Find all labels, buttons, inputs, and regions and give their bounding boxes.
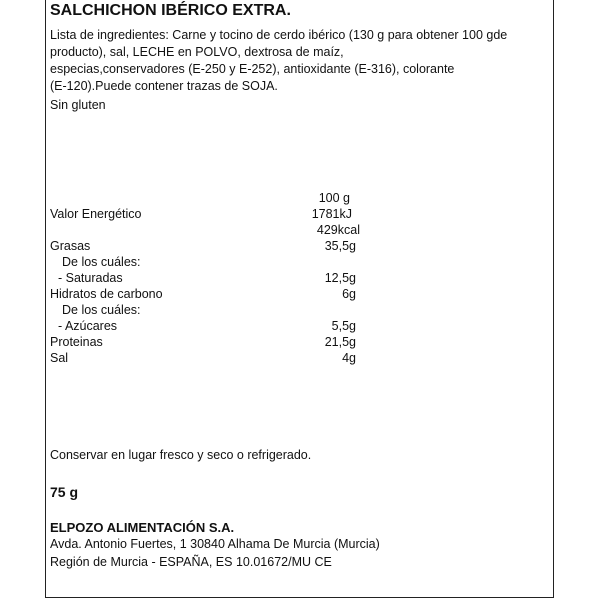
nutrition-row: [50, 270, 370, 286]
nutrition-value: 1781kJ: [311, 207, 352, 221]
storage-instructions: Conservar en lugar fresco y seco o refrigerado.: [50, 448, 312, 462]
company-name: ELPOZO ALIMENTACIÓN S.A.: [50, 520, 235, 535]
nutrition-value: 429kcal: [316, 223, 360, 237]
nutrition-label: Valor Energético: [50, 207, 142, 221]
net-weight: 75 g: [50, 484, 79, 500]
product-title: SALCHICHON IBÉRICO EXTRA.: [50, 2, 291, 19]
ingredients-line-3: especias,conservadores (E-250 y E-252), antioxidante (E-316), colorante: [50, 62, 455, 76]
nutrition-row: [50, 254, 370, 270]
nutrition-row: [50, 286, 370, 302]
ingredients-line-2: producto), sal, LECHE en POLVO, dextrosa de maíz,: [50, 45, 344, 59]
ingredients-line-4: (E-120).Puede contener trazas de SOJA.: [50, 79, 278, 93]
nutrition-row: [50, 222, 370, 238]
nutrition-value: 35,5g: [324, 239, 356, 253]
nutrition-value: 21,5g: [324, 335, 356, 349]
nutrition-value: 6g: [342, 287, 356, 301]
nutrition-value: 4g: [342, 351, 356, 365]
nutrition-value: 5,5g: [331, 319, 356, 333]
nutrition-row: [50, 318, 370, 334]
nutrition-label: - Saturadas: [58, 271, 123, 285]
nutrition-label: Hidratos de carbono: [50, 287, 163, 301]
nutrition-row: [50, 302, 370, 318]
nutrition-value: 12,5g: [324, 271, 356, 285]
nutrition-header: 100 g: [318, 191, 350, 205]
nutrition-label: De los cuáles:: [62, 303, 141, 317]
nutrition-row: [50, 334, 370, 350]
nutrition-label: - Azúcares: [58, 319, 118, 333]
nutrition-label: Grasas: [50, 239, 91, 253]
nutrition-header-row: [50, 190, 370, 206]
gluten-statement: Sin gluten: [50, 98, 106, 112]
nutrition-label: Proteinas: [50, 335, 103, 349]
nutrition-label: Sal: [50, 351, 69, 365]
nutrition-row: [50, 238, 370, 254]
company-address-line-2: Región de Murcia - ESPAÑA, ES 10.01672/MU CE: [50, 555, 332, 569]
nutrition-label: De los cuáles:: [62, 255, 141, 269]
company-address-line-1: Avda. Antonio Fuertes, 1 30840 Alhama De Murcia (Murcia): [50, 537, 380, 551]
nutrition-row: [50, 350, 370, 366]
nutrition-row: [50, 206, 370, 222]
ingredients-line-1: Lista de ingredientes: Carne y tocino de cerdo ibérico (130 g para obtener 100 gde: [50, 28, 508, 42]
